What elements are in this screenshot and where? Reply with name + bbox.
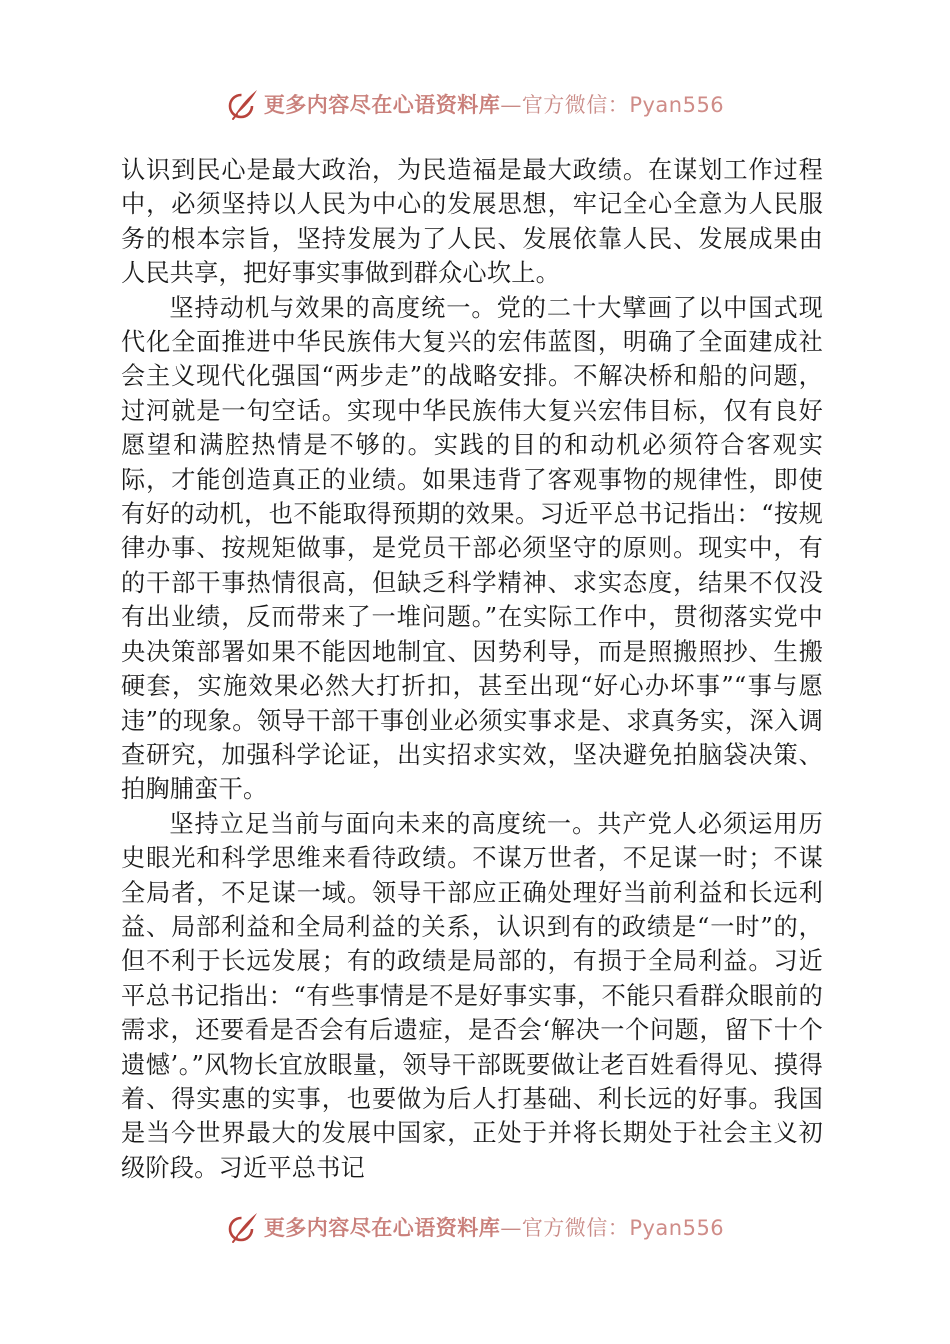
- header-watermark-wechat-id: Pyan556: [629, 93, 725, 117]
- body-paragraph-1: 认识到民心是最大政治，为民造福是最大政绩。在谋划工作过程中，必须坚持以人民为中心的发展思想，牢记全心全意为人民服务的根本宗旨，坚持发展为了人民、发展依靠人民、发展成果由人民共享，把好事实事做到群众心坎上。: [121, 156, 823, 288]
- quill-pen-logo-icon: [226, 87, 260, 121]
- footer-watermark-inner: [226, 1210, 724, 1244]
- footer-watermark-separator: —: [500, 1216, 522, 1240]
- header-watermark-text: [264, 89, 724, 119]
- footer-watermark-banner: [0, 1202, 950, 1246]
- body-paragraph-3: 坚持立足当前与面向未来的高度统一。共产党人必须运用历史眼光和科学思维来看待政绩。不谋万世者，不足谋一时；不谋全局者，不足谋一域。领导干部应正确处理好当前利益和长远利益、局部利益和全局利益的关系，认识到有的政绩是“一时”的，但不利于长远发展；有的政绩是局部的，有损于全局利益。习近平总书记指出：“有些事情是不是好事实事，不能只看群众眼前的需求，还要看是否会有后遗症，是否会‘解决一个问题，留下十个遗憾’。”风物长宜放眼量，领导干部既要做让老百姓看得见、摸得着、得实惠的实事，也要做为后人打基础、利长远的好事。我国是当今世界最大的发展中国家，正处于并将长期处于社会主义初级阶段。习近平总书记: [121, 809, 823, 1182]
- footer-watermark-wechat-id: Pyan556: [629, 1216, 725, 1240]
- body-paragraph-2: 坚持动机与效果的高度统一。党的二十大擘画了以中国式现代化全面推进中华民族伟大复兴的宏伟蓝图，明确了全面建成社会主义现代化强国“两步走”的战略安排。不解决桥和船的问题，过河就是一句空话。实现中华民族伟大复兴宏伟目标，仅有良好愿望和满腔热情是不够的。实践的目的和动机必须符合客观实际，才能创造真正的业绩。如果违背了客观事物的规律性，即使有好的动机，也不能取得预期的效果。习近平总书记指出：“按规律办事、按规矩做事，是党员干部必须坚守的原则。现实中，有的干部干事热情很高，但缺乏科学精神、求实态度，结果不仅没有出业绩，反而带来了一堆问题。”在实际工作中，贯彻落实党中央决策部署如果不能因地制宜、因势利导，而是照搬照抄、生搬硬套，实施效果必然大打折扣，甚至出现“好心办坏事”“事与愿违”的现象。领导干部干事创业必须实事求是、求真务实，深入调查研究，加强科学论证，出实招求实效，坚决避免拍脑袋决策、拍胸脯蛮干。: [121, 293, 823, 804]
- footer-watermark-brand: 更多内容尽在心语资料库: [263, 1215, 501, 1240]
- document-body: [121, 153, 823, 1185]
- header-watermark-brand: 更多内容尽在心语资料库: [263, 92, 501, 117]
- header-watermark-wechat-label: 官方微信：: [521, 93, 630, 117]
- header-watermark-inner: [226, 87, 724, 121]
- footer-watermark-wechat-label: 官方微信：: [521, 1216, 630, 1240]
- quill-pen-logo-icon: [226, 1210, 260, 1244]
- header-watermark-separator: —: [500, 93, 522, 117]
- header-watermark-banner: [0, 84, 950, 124]
- footer-watermark-text: [264, 1212, 724, 1242]
